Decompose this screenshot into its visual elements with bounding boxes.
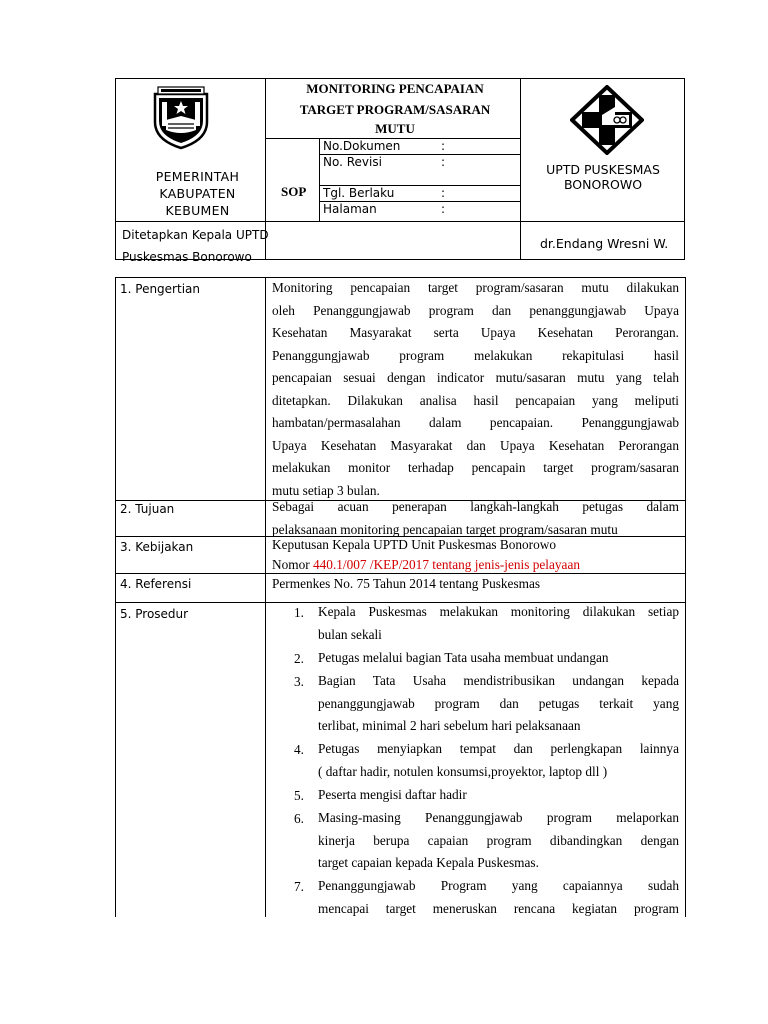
prosedur-line: penanggungjawab program dan petugas terkait yang [318, 695, 679, 711]
prosedur-item-7 [318, 875, 679, 917]
title-line-3: MUTU [375, 121, 415, 136]
ditetapkan-line-2: Puskesmas Bonorowo [122, 250, 252, 264]
kebijakan-text [272, 535, 679, 575]
signer-name: dr.Endang Wresni W. [540, 236, 669, 251]
nomor-highlight: 440.1/007 /KEP/2017 tentang jenis-jenis pelayaan [313, 557, 580, 572]
prosedur-num: 3. [294, 674, 304, 689]
prosedur-line: Peserta mengisi daftar hadir [318, 787, 467, 802]
header-divider-right [520, 78, 521, 260]
prosedur-label: 5. Prosedur [120, 607, 189, 621]
prosedur-num: 2. [294, 651, 304, 666]
pengertian-line: Upaya Kesehatan Masyarakat dan Upaya Kesehatan Perorangan [272, 437, 679, 453]
pengertian-label: 1. Pengertian [120, 282, 200, 296]
pengertian-line: melakukan monitor terhadap pencapain target program/sasaran [272, 460, 679, 475]
prosedur-line: Penanggungjawab Program yang capaiannya sudah [318, 878, 679, 893]
prosedur-item-1 [318, 601, 679, 646]
prosedur-line: Petugas menyiapkan tempat dan perlengkapan lainnya [318, 741, 679, 756]
meta-halaman-label: Halaman [323, 202, 377, 216]
prosedur-item-3 [318, 670, 679, 738]
nomor-prefix: Nomor [272, 557, 313, 572]
kebijakan-nomor [272, 555, 679, 575]
prosedur-line: Petugas melalui bagian Tata usaha membuat undangan [318, 650, 609, 665]
prosedur-line: Kepala Puskesmas melakukan monitoring dilakukan setiap [318, 604, 679, 619]
gov-name [130, 168, 265, 219]
pengertian-line: mutu setiap 3 bulan. [272, 482, 380, 498]
pengertian-text [272, 277, 679, 502]
prosedur-num: 5. [294, 788, 304, 803]
prosedur-line: target capaian kepada Kepala Puskesmas. [318, 855, 539, 870]
uptd-name [522, 162, 684, 192]
sop-label: SOP [281, 184, 307, 199]
header-rule-main [115, 221, 685, 222]
title-line-1: MONITORING PENCAPAIAN [306, 81, 484, 96]
meta-halaman-colon: : [441, 202, 446, 216]
pengertian-line: hambatan/permasalahan dalam pencapaian. Penanggungjawab [272, 415, 679, 430]
content-column-divider [265, 277, 266, 917]
prosedur-num: 7. [294, 879, 304, 894]
meta-berlaku-colon: : [441, 186, 446, 200]
uptd-line-1: UPTD PUSKESMAS [546, 162, 660, 177]
document-title [270, 78, 520, 139]
uptd-line-2: BONOROWO [563, 177, 643, 192]
gov-line-1: PEMERINTAH [155, 169, 240, 184]
prosedur-item-5 [318, 784, 679, 807]
header-divider-sop [319, 138, 320, 222]
prosedur-line: kinerja berupa capaian program dibandingkan dengan [318, 832, 679, 848]
tujuan-label: 2. Tujuan [120, 502, 175, 516]
prosedur-line: ( daftar hadir, notulen konsumsi,proyektor, laptop dll ) [318, 763, 608, 779]
prosedur-line: mencapai target meneruskan rencana kegiatan program [318, 900, 679, 916]
prosedur-num: 1. [294, 605, 304, 620]
meta-dokumen-label: No.Dokumen [323, 139, 401, 153]
prosedur-item-4 [318, 738, 679, 783]
referensi-text: Permenkes No. 75 Tahun 2014 tentang Puskesmas [272, 576, 541, 591]
meta-revisi-label: No. Revisi [323, 155, 382, 169]
prosedur-line: terlibat, minimal 2 hari sebelum hari pelaksanaan [318, 718, 581, 733]
puskesmas-logo-icon [570, 85, 644, 155]
prosedur-item-2 [318, 647, 679, 670]
pengertian-line: oleh Penanggungjawab program dan penanggungjawab Upaya [272, 302, 679, 318]
kebijakan-label: 3. Kebijakan [120, 540, 194, 554]
gov-line-2: KABUPATEN [159, 186, 236, 201]
prosedur-item-6 [318, 807, 679, 875]
ditetapkan-text [122, 224, 269, 268]
meta-dokumen-colon: : [441, 139, 446, 153]
prosedur-line: Masing-masing Penanggungjawab program melaporkan [318, 810, 679, 825]
gov-line-3: KEBUMEN [165, 203, 230, 218]
prosedur-num: 4. [294, 742, 304, 757]
meta-berlaku-label: Tgl. Berlaku [323, 186, 395, 200]
referensi-label: 4. Referensi [120, 577, 192, 591]
tujuan-line: Sebagai acuan penerapan langkah-langkah petugas dalam [272, 499, 679, 514]
pengertian-line: Penanggungjawab program melakukan rekapitulasi hasil [272, 347, 679, 363]
prosedur-line: Bagian Tata Usaha mendistribusikan undangan kepada [318, 673, 679, 688]
pengertian-line: pencapaian sesuai dengan indicator mutu/sasaran mutu yang telah [272, 370, 679, 385]
ditetapkan-line-1: Ditetapkan Kepala UPTD [122, 228, 269, 242]
pengertian-line: Kesehatan Masyarakat serta Upaya Kesehatan Perorangan. [272, 325, 679, 340]
kebijakan-line: Keputusan Kepala UPTD Unit Puskesmas Bonorowo [272, 537, 557, 552]
meta-revisi-colon: : [441, 155, 446, 169]
tujuan-line: pelaksanaan monitoring pencapaian target program/sasaran mutu [272, 521, 618, 537]
kebumen-emblem-icon [150, 86, 212, 150]
pengertian-line: ditetapkan. Dilakukan analisa hasil pencapaian yang meliputi [272, 392, 679, 408]
title-line-2: TARGET PROGRAM/SASARAN [299, 102, 491, 117]
prosedur-num: 6. [294, 811, 304, 826]
pengertian-line: Monitoring pencapaian target program/sasaran mutu dilakukan [272, 280, 679, 295]
prosedur-line: bulan sekali [318, 626, 382, 642]
